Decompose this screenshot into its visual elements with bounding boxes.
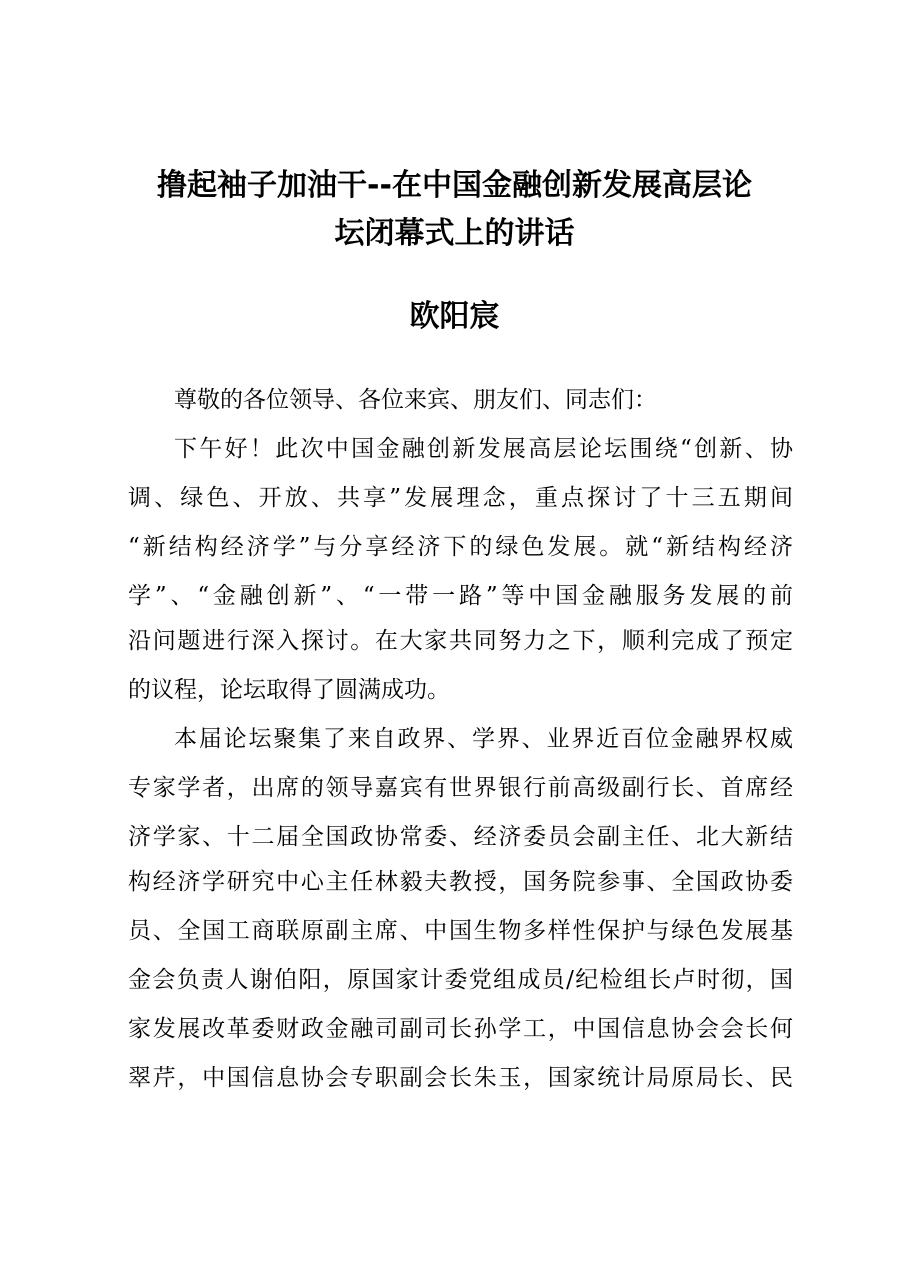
paragraph-2-line: 金会负责人谢伯阳，原国家计委党组成员/纪检组长卢时彻，国 — [128, 967, 793, 993]
paragraph-1-line: 沿问题进行深入探讨。在大家共同努力之下，顺利完成了预定 — [128, 628, 793, 654]
paragraph-1-line: “新结构经济学”与分享经济下的绿色发展。就“新结构经济 — [128, 534, 793, 560]
author-name: 欧阳宸 — [409, 299, 500, 334]
paragraph-2-line: 专家学者，出席的领导嘉宾有世界银行前高级副行长、首席经 — [128, 775, 793, 801]
salutation: 尊敬的各位领导、各位来宾、朋友们、同志们： — [174, 387, 657, 413]
paragraph-2-line: 员、全国工商联原副主席、中国生物多样性保护与绿色发展基 — [128, 918, 793, 944]
paragraph-2-line: 家发展改革委财政金融司副司长孙学工，中国信息协会会长何 — [128, 1016, 793, 1042]
document-title-line-1: 撸起袖子加油干--在中国金融创新发展高层论 — [157, 168, 752, 203]
paragraph-2-line: 济学家、十二届全国政协常委、经济委员会副主任、北大新结 — [128, 824, 793, 850]
paragraph-2-line: 本届论坛聚集了来自政界、学界、业界近百位金融界权威 — [174, 726, 793, 752]
document-title-line-2: 坛闭幕式上的讲话 — [334, 216, 575, 251]
paragraph-2-line: 构经济学研究中心主任林毅夫教授，国务院参事、全国政协委 — [128, 869, 793, 895]
paragraph-1-line: 的议程，论坛取得了圆满成功。 — [128, 677, 450, 703]
paragraph-1-line: 调、绿色、开放、共享”发展理念，重点探讨了十三五期间 — [128, 485, 793, 511]
paragraph-2-line: 翠芹，中国信息协会专职副会长朱玉，国家统计局原局长、民 — [128, 1065, 793, 1091]
paragraph-1-line: 下午好！此次中国金融创新发展高层论坛围绕“创新、协 — [174, 436, 793, 462]
paragraph-1-line: 学”、“金融创新”、“一带一路”等中国金融服务发展的前 — [128, 583, 793, 609]
